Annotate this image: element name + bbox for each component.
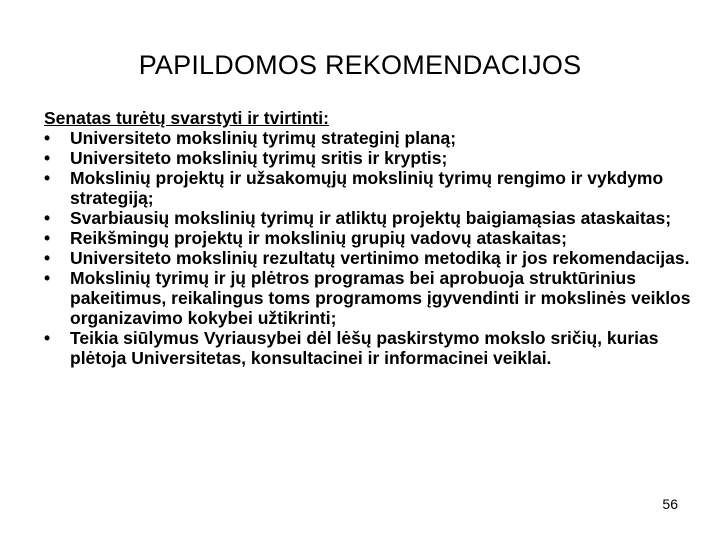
list-item: [44, 148, 694, 168]
list-item-text: Reikšmingų projektų ir mokslinių grupių vadovų ataskaitas;: [70, 228, 567, 248]
list-item: [44, 268, 694, 328]
list-item-text: Mokslinių projektų ir užsakomųjų mokslinių tyrimų rengimo ir vykdymo strategiją;: [70, 168, 664, 208]
bullet-icon: •: [44, 328, 51, 348]
bullet-icon: •: [44, 168, 51, 188]
bullet-icon: •: [44, 208, 51, 228]
bullet-icon: •: [44, 228, 51, 248]
bullet-icon: •: [44, 148, 51, 168]
list-item: [44, 328, 694, 368]
list-item-text: Teikia siūlymus Vyriausybei dėl lėšų paskirstymo mokslo sričių, kurias plėtoja Universitetas, konsultacinei ir informacinei veiklai.: [70, 328, 659, 368]
slide-title: PAPILDOMOS REKOMENDACIJOS: [138, 50, 582, 80]
list-item: [44, 168, 694, 208]
list-item-text: Universiteto mokslinių tyrimų sritis ir kryptis;: [70, 148, 448, 168]
bullet-icon: •: [44, 128, 51, 148]
list-item: [44, 228, 694, 248]
list-item-text: Mokslinių tyrimų ir jų plėtros programas bei aprobuoja struktūrinius pakeitimus, reikalingus toms programoms įgyvendinti ir mokslinės veiklos organizavimo kokybei užtikrinti;: [70, 268, 691, 328]
intro-text: Senatas turėtų svarstyti ir tvirtinti:: [44, 108, 329, 128]
page-number: 56: [662, 496, 678, 512]
slide-body: [44, 108, 694, 368]
recommendation-list: [44, 128, 694, 368]
list-item: [44, 128, 694, 148]
list-item: [44, 208, 694, 228]
list-item-text: Universiteto mokslinių rezultatų vertinimo metodiką ir jos rekomendacijas.: [70, 248, 690, 268]
list-item: [44, 248, 694, 268]
list-item-text: Universiteto mokslinių tyrimų strateginį planą;: [70, 128, 457, 148]
list-item-text: Svarbiausių mokslinių tyrimų ir atliktų projektų baigiamąsias ataskaitas;: [70, 208, 672, 228]
bullet-icon: •: [44, 248, 51, 268]
bullet-icon: •: [44, 268, 51, 288]
